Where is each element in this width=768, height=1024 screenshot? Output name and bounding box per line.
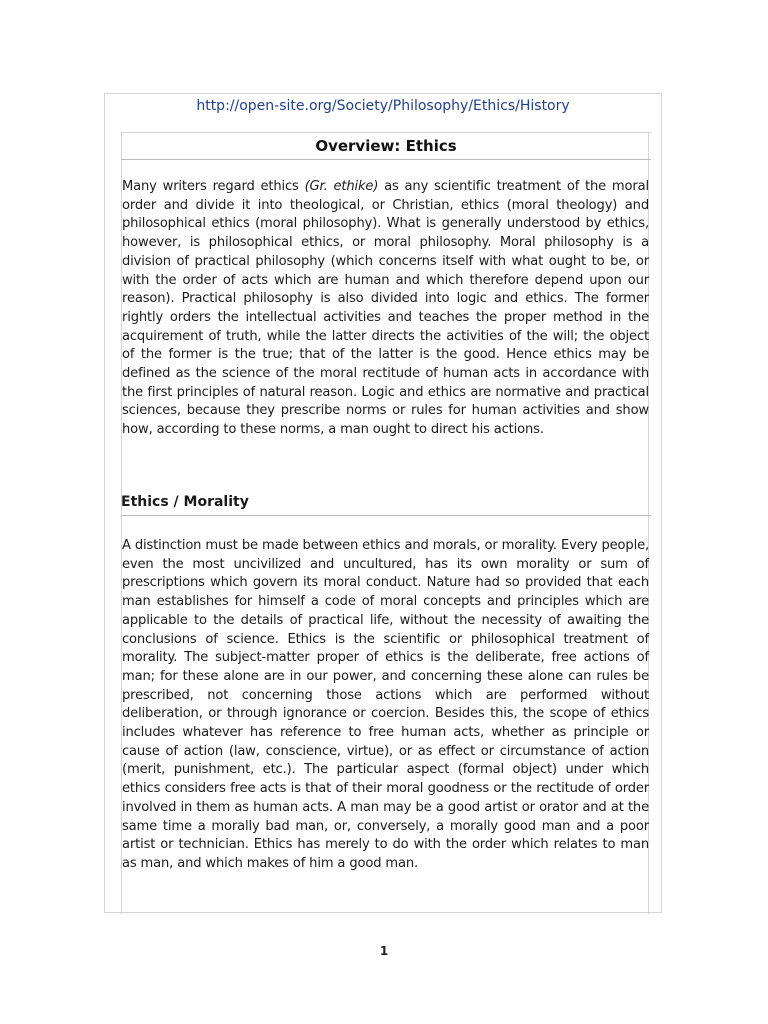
intro-paragraph	[122, 178, 649, 440]
section-paragraph: A distinction must be made between ethics and morals, or morality. Every people, even the most uncivilized and uncultured, has its own morality or sum of prescriptions which govern its moral conduct. Nature had so provided that each man establishes for himself a code of moral concepts and principles which are applicable to the details of practical life, without the necessity of awaiting the conclusions of science. Ethics is the scientific or philosophical treatment of morality. The subject-matter proper of ethics is the deliberate, free actions of man; for these alone are in our power, and concerning these alone can rules be prescribed, not concerning those actions which are performed without deliberation, or through ignorance or coercion. Besides this, the scope of ethics includes whatever has reference to free human acts, whether as principle or cause of action (law, conscience, virtue), or as effect or circumstance of action (merit, punishment, etc.). The particular aspect (formal object) under which ethics considers free acts is that of their moral goodness or the rectitude of order involved in them as human acts. A man may be a good artist or orator and at the same time a morally bad man, or, conversely, a morally good man and a poor artist or technician. Ethics has merely to do with the order which relates to man as man, and which makes of him a good man.	[122, 538, 649, 871]
intro-text-rest: as any scientific treatment of the moral order and divide it into theological, or Christian, ethics (moral theology) and philosophical ethics (moral philosophy). What is generally understood by ethics, however, is philosophical ethics, or moral philosophy. Moral philosophy is a division of practical philosophy (which concerns itself with what ought to be, or with the order of acts which are human and which therefore depend upon our reason). Practical philosophy is also divided into logic and ethics. The former rightly orders the intellectual activities and teaches the proper method in the acquirement of truth, while the latter directs the activities of the will; the object of the former is the true; that of the latter is the good. Hence ethics may be defined as the science of the moral rectitude of human acts in accordance with the first principles of natural reason. Logic and ethics are normative and practical sciences, because they prescribe norms or rules for human activities and show how, according to these norms, a man ought to direct his actions.	[122, 179, 649, 438]
page-title: Overview: Ethics	[121, 132, 651, 160]
page-frame	[104, 93, 662, 913]
intro-italic-term: (Gr. ethike)	[304, 179, 379, 194]
section-heading: Ethics / Morality	[121, 489, 651, 516]
page-number: 1	[379, 944, 389, 958]
content-box	[121, 132, 649, 914]
intro-text-start: Many writers regard ethics	[122, 179, 305, 194]
source-url-link[interactable]: http://open-site.org/Society/Philosophy/Ethics/History	[196, 98, 570, 114]
